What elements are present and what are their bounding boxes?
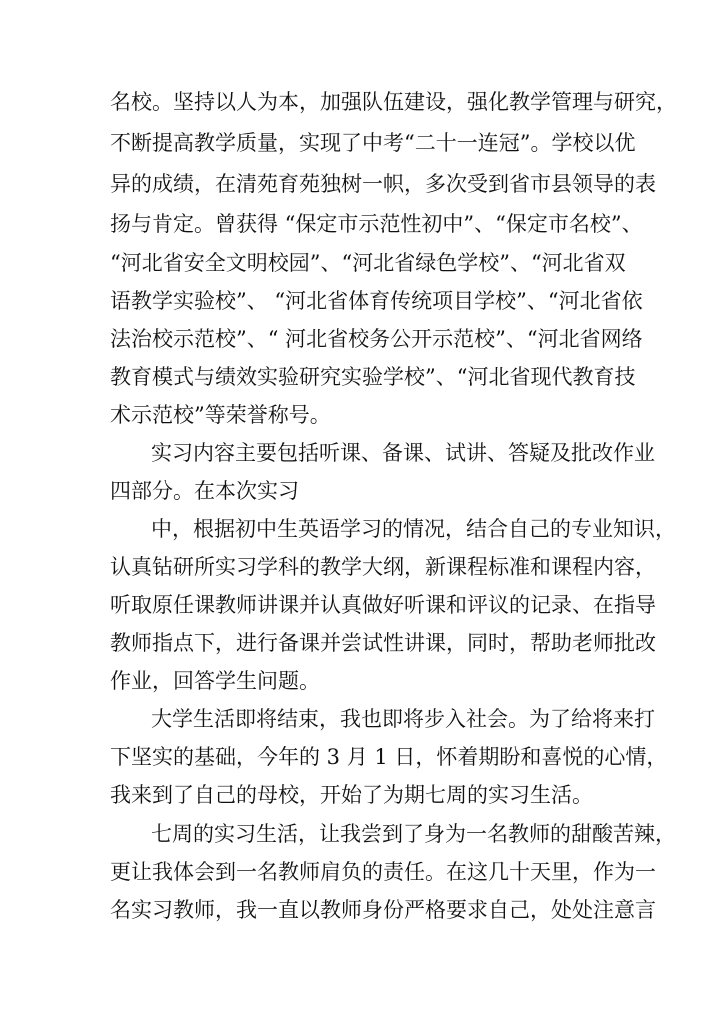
text-line: 名实习教师，我一直以教师身份严格要求自己，处处注意言	[110, 898, 656, 922]
text-line: 不断提高教学质量，实现了中考“二十一连冠”。学校以优	[110, 131, 636, 155]
text-line: 下坚实的基础，今年的 3 月 1 日，怀着期盼和喜悦的心情，	[110, 745, 668, 769]
text-line: 实习内容主要包括听课、备课、试讲、答疑及批改作业	[151, 441, 655, 465]
text-line: 教师指点下，进行备课并尝试性讲课，同时，帮助老师批改	[110, 631, 656, 655]
text-line: 语教学实验校”、 “河北省体育传统项目学校”、“河北省依	[110, 289, 643, 313]
text-line: 作业，回答学生问题。	[110, 669, 320, 693]
text-line: 异的成绩，在清苑育苑独树一帜，多次受到省市县领导的表	[110, 172, 656, 196]
text-line: 教育模式与绩效实验研究实验学校”、“河北省现代教育技	[110, 365, 636, 389]
text-line: 更让我体会到一名教师肩负的责任。在这几十天里，作为一	[110, 860, 656, 884]
text-line: 中，根据初中生英语学习的情况，结合自己的专业知识，	[151, 517, 676, 541]
text-line: 术示范校”等荣誉称号。	[110, 403, 331, 427]
text-line: 七周的实习生活，让我尝到了身为一名教师的甜酸苦辣，	[151, 822, 676, 846]
text-line: 四部分。在本次实习	[110, 479, 299, 503]
text-line: 大学生活即将结束，我也即将步入社会。为了给将来打	[151, 707, 655, 731]
text-line: 我来到了自己的母校，开始了为期七周的实习生活。	[110, 783, 593, 807]
text-line: 名校。坚持以人为本，加强队伍建设，强化教学管理与研究，	[110, 90, 677, 114]
text-line: 法治校示范校”、“ 河北省校务公开示范校”、“河北省网络	[110, 327, 643, 351]
text-line: 听取原任课教师讲课并认真做好听课和评议的记录、在指导	[110, 593, 656, 617]
text-line: “河北省安全文明校园”、“河北省绿色学校”、“河北省双	[110, 251, 626, 275]
text-line: 扬与肯定。曾获得 “保定市示范性初中”、“保定市名校”、	[110, 212, 643, 236]
text-line: 认真钻研所实习学科的教学大纲，新课程标准和课程内容，	[110, 555, 656, 579]
